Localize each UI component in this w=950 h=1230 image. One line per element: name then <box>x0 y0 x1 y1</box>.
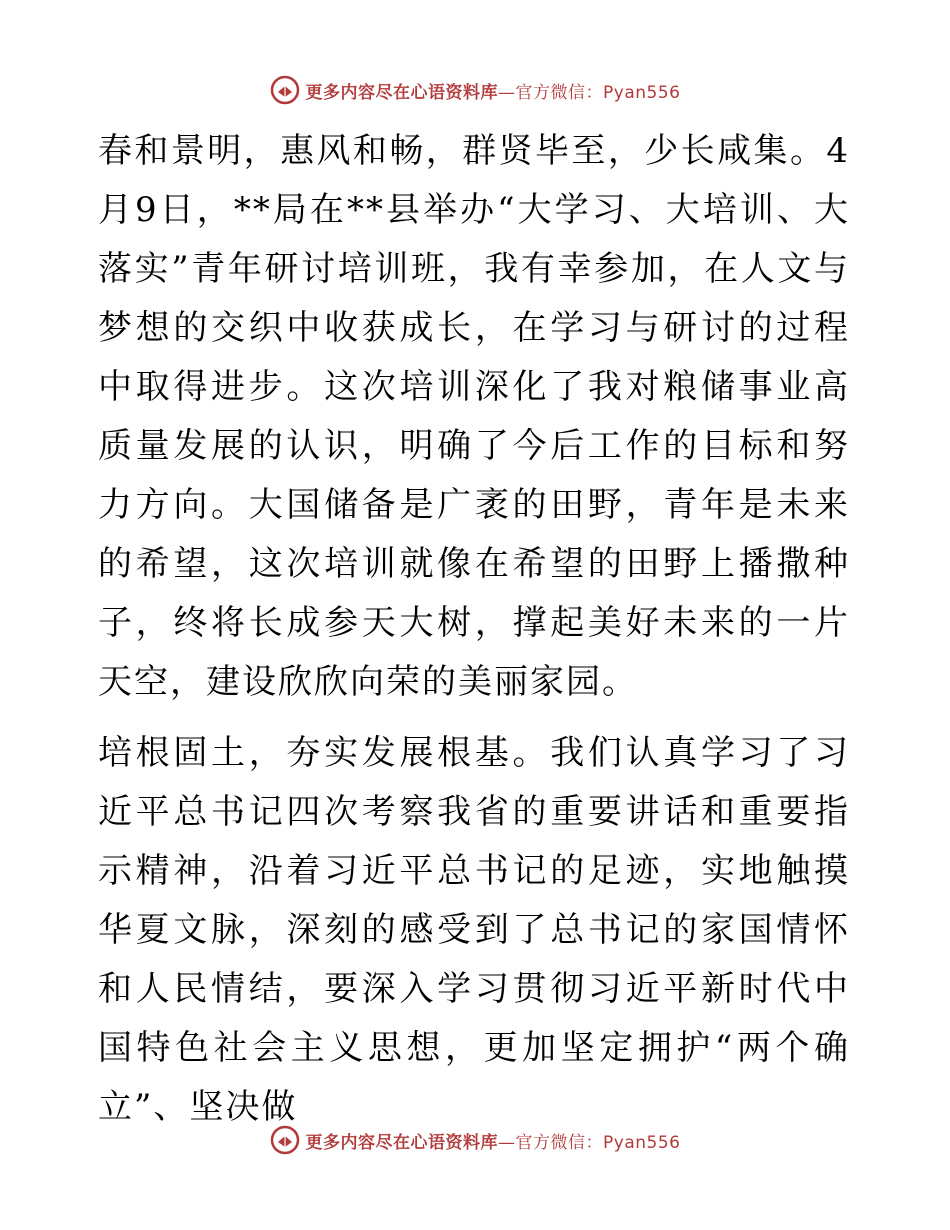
header-wechat-id: Pyan556 <box>603 82 681 103</box>
book-logo-icon <box>270 1125 300 1155</box>
footer-wechat-label: 官方微信： <box>515 1132 604 1153</box>
footer-banner-main: 更多内容尽在心语资料库 <box>305 1132 499 1153</box>
paragraph-2: 培根固土，夯实发展根基。我们认真学习了习近平总书记四次考察我省的重要讲话和重要指示精神，沿着习近平总书记的足迹，实地触摸华夏文脉，深刻的感受到了总书记的家国情怀和人民情结，要深入学习贯彻习近平新时代中国特色社会主义思想，更加坚定拥护“两个确立”、坚决做 <box>98 733 850 1127</box>
header-banner-main: 更多内容尽在心语资料库 <box>305 82 499 103</box>
header-wechat-label: 官方微信： <box>515 82 604 103</box>
header-watermark <box>0 70 950 110</box>
footer-wechat-id: Pyan556 <box>603 1132 681 1153</box>
header-banner-dash: — <box>498 82 516 103</box>
book-logo-icon <box>270 75 300 105</box>
footer-watermark <box>0 1120 950 1160</box>
footer-banner-dash: — <box>498 1132 516 1153</box>
document-body <box>98 122 850 1137</box>
paragraph-1: 春和景明，惠风和畅，群贤毕至，少长咸集。4月9日，**局在**县举办“大学习、大培训、大落实”青年研讨培训班，我有幸参加，在人文与梦想的交织中收获成长，在学习与研讨的过程中取得进步。这次培训深化了我对粮储事业高质量发展的认识，明确了今后工作的目标和努力方向。大国储备是广袤的田野，青年是未来的希望，这次培训就像在希望的田野上播撒种子，终将长成参天大树，撑起美好未来的一片天空，建设欣欣向荣的美丽家园。 <box>98 131 850 702</box>
